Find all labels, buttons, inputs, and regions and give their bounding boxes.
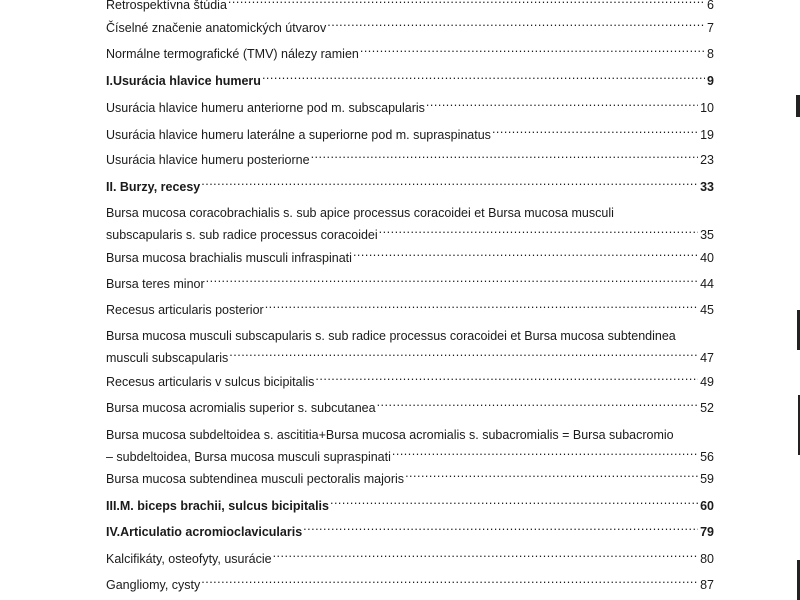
toc-entry-title: Usurácia hlavice humeru posteriorne: [106, 153, 310, 167]
toc-entry-title: Usurácia hlavice humeru anteriorne pod m. subscapularis: [106, 101, 425, 115]
toc-entry-title: Retrospektívna štúdia: [106, 0, 227, 12]
toc-entry: [106, 0, 714, 16]
toc-entry: [106, 548, 714, 570]
toc-entry-title: Usurácia hlavice humeru laterálne a superiorne pod m. supraspinatus: [106, 128, 491, 142]
leader-dots: [311, 152, 699, 165]
toc-entry-title: Kalcifikáty, osteofyty, usurácie: [106, 552, 272, 566]
toc-section-page: 60: [700, 499, 714, 513]
toc-entry-title: Bursa mucosa subdeltoidea s. ascititia+Bursa mucosa acromialis s. subacromialis = Bursa subacromio: [106, 428, 674, 442]
toc-section: [106, 70, 714, 92]
leader-dots: [492, 127, 698, 140]
scan-edge-mark: [796, 95, 800, 117]
toc-entry: [106, 202, 714, 246]
toc-entry: [106, 299, 714, 321]
toc-entry-page: 59: [700, 472, 714, 486]
leader-dots: [303, 524, 698, 537]
leader-dots: [426, 100, 698, 113]
leader-dots: [330, 498, 698, 511]
leader-dots: [392, 449, 698, 462]
leader-dots: [327, 20, 705, 33]
toc-entry-page: 7: [707, 21, 714, 35]
toc-section: [106, 176, 714, 198]
toc-entry-page: 87: [700, 578, 714, 592]
toc-section-title: I.Usurácia hlavice humeru: [106, 74, 261, 88]
toc-entry: [106, 468, 714, 490]
leader-dots: [201, 179, 698, 192]
leader-dots: [405, 471, 698, 484]
toc-section-title: IV.Articulatio acromioclavicularis: [106, 525, 303, 539]
leader-dots: [273, 551, 699, 564]
toc-entry-title: Bursa teres minor: [106, 277, 205, 291]
toc-entry: [106, 149, 714, 171]
leader-dots: [315, 374, 698, 387]
toc-entry-title: Bursa mucosa coracobrachialis s. sub apice processus coracoidei et Bursa mucosa musculi: [106, 206, 614, 220]
toc-entry-title: Bursa mucosa musculi subscapularis s. sub radice processus coracoidei et Bursa mucosa subtendinea: [106, 329, 676, 343]
toc-entry-page: 52: [700, 401, 714, 415]
leader-dots: [229, 350, 698, 363]
toc-section: [106, 521, 714, 543]
leader-dots: [228, 0, 705, 9]
toc-entry-page: 40: [700, 251, 714, 265]
toc-entry: [106, 574, 714, 596]
toc-entry-title: Číselné značenie anatomických útvarov: [106, 21, 327, 35]
leader-dots: [206, 276, 698, 289]
toc-entry-page: 6: [707, 0, 714, 12]
toc-entry: [106, 17, 714, 39]
toc-entry: [106, 97, 714, 119]
toc-entry-title: Bursa mucosa subtendinea musculi pectoralis majoris: [106, 472, 405, 486]
leader-dots: [377, 400, 699, 413]
toc-entry-title-cont: subscapularis s. sub radice processus coracoidei: [106, 228, 378, 242]
leader-dots: [379, 227, 698, 240]
toc-entry-page: 19: [700, 128, 714, 142]
toc-entry-title: Bursa mucosa brachialis musculi infraspinati: [106, 251, 352, 265]
leader-dots: [360, 46, 705, 59]
toc-section-title: III.M. biceps brachii, sulcus bicipitalis: [106, 499, 329, 513]
toc-entry-page: 45: [700, 303, 714, 317]
toc-entry-page: 56: [700, 450, 714, 464]
toc-entry-title: Recesus articularis v sulcus bicipitalis: [106, 375, 315, 389]
leader-dots: [265, 302, 698, 315]
toc-entry: [106, 325, 714, 369]
toc-entry: [106, 43, 714, 65]
toc-entry-title: Recesus articularis posterior: [106, 303, 264, 317]
leader-dots: [262, 73, 705, 86]
toc-entry-page: 80: [700, 552, 714, 566]
toc-entry: [106, 371, 714, 393]
toc-entry: [106, 273, 714, 295]
toc-entry-page: 47: [700, 351, 714, 365]
toc-entry-title: Gangliomy, cysty: [106, 578, 201, 592]
toc-section-page: 33: [700, 180, 714, 194]
toc-entry-title-cont: musculi subscapularis: [106, 351, 229, 365]
toc-section-title: II. Burzy, recesy: [106, 180, 201, 194]
toc-entry-page: 49: [700, 375, 714, 389]
toc-section-page: 79: [700, 525, 714, 539]
toc-section-page: 9: [707, 74, 714, 88]
toc-entry-page: 8: [707, 47, 714, 61]
toc-entry-title-cont: – subdeltoidea, Bursa mucosa musculi supraspinati: [106, 450, 391, 464]
toc-entry: [106, 424, 714, 468]
toc-entry-title: Normálne termografické (TMV) nálezy ramien: [106, 47, 359, 61]
toc-section: [106, 495, 714, 517]
toc-entry-page: 23: [700, 153, 714, 167]
toc-entry: [106, 397, 714, 419]
leader-dots: [353, 250, 698, 263]
toc-entry-page: 35: [700, 228, 714, 242]
toc-entry-page: 10: [700, 101, 714, 115]
leader-dots: [201, 577, 698, 590]
toc-entry-page: 44: [700, 277, 714, 291]
toc-entry: [106, 247, 714, 269]
toc-entry: [106, 124, 714, 146]
toc-entry-title: Bursa mucosa acromialis superior s. subcutanea: [106, 401, 376, 415]
